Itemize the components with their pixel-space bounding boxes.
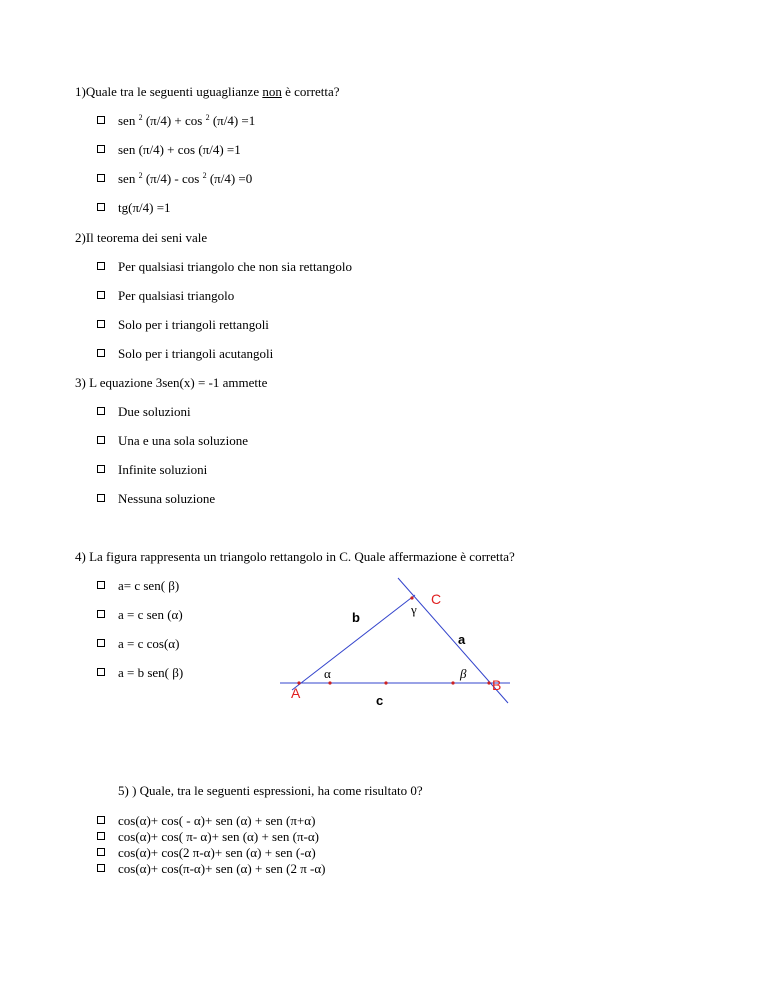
vertex-b-label: B	[492, 677, 502, 693]
q4-option-2-label: a = c sen (α)	[118, 607, 183, 622]
q5-option-3-checkbox[interactable]	[97, 848, 105, 856]
q3-option-1-label: Due soluzioni	[118, 404, 191, 419]
vertex-a-label: A	[291, 685, 301, 701]
side-a-label: a	[458, 632, 466, 647]
q2-option-3-label: Solo per i triangoli rettangoli	[118, 317, 269, 332]
angle-gamma-label: γ	[411, 602, 417, 617]
question-2-title: 2)Il teorema dei seni vale	[75, 230, 208, 245]
q2-option-1-label: Per qualsiasi triangolo che non sia rettangolo	[118, 259, 352, 274]
q1-option-3-label: sen $^2$ (π/4) - cos $^2$ (π/4) =0	[118, 171, 253, 186]
q1-option-4-label: tg(π/4) =1	[118, 200, 171, 215]
point-alpha-mark	[328, 681, 331, 684]
q4-option-4-label: a = b sen( β)	[118, 665, 184, 680]
side-b-label: b	[352, 610, 360, 625]
q5-option-4-label: cos(α)+ cos(π-α)+ sen (α) + sen (2 π -α)	[118, 861, 326, 876]
q5-option-2-checkbox[interactable]	[97, 832, 105, 840]
q5-option-1-checkbox[interactable]	[97, 816, 105, 824]
q5-option-4-checkbox[interactable]	[97, 864, 105, 872]
point-mid-c	[384, 681, 387, 684]
angle-alpha-label: α	[324, 666, 331, 681]
point-beta-mark	[451, 681, 454, 684]
question-3-title: 3) L equazione 3sen(x) = -1 ammette	[75, 375, 268, 390]
q2-option-4-label: Solo per i triangoli acutangoli	[118, 346, 274, 361]
question-1-title: 1)Quale tra le seguenti uguaglianze non è corretta?	[75, 84, 340, 99]
vertex-c-label: C	[431, 591, 442, 607]
q2-option-2-label: Per qualsiasi triangolo	[118, 288, 235, 303]
q3-option-2-label: Una e una sola soluzione	[118, 433, 248, 448]
q4-option-3-label: a = c cos(α)	[118, 636, 180, 651]
side-c-label: c	[376, 693, 384, 708]
q4-option-1-label: a= c sen( β)	[118, 578, 180, 593]
underlined-word: non	[262, 84, 282, 99]
question-5-title: 5) ) Quale, tra le seguenti espressioni, ha come risultato 0?	[118, 783, 423, 798]
q5-option-3-label: cos(α)+ cos(2 π-α)+ sen (α) + sen (-α)	[118, 845, 316, 860]
q1-option-2-label: sen (π/4) + cos (π/4) =1	[118, 142, 241, 157]
point-c	[410, 596, 413, 599]
angle-beta-label: β	[460, 666, 467, 681]
point-b	[487, 681, 490, 684]
q5-option-1-label: cos(α)+ cos( - α)+ sen (α) + sen (π+α)	[118, 813, 316, 828]
question-4-title: 4) La figura rappresenta un triangolo rettangolo in C. Quale affermazione è corretta?	[75, 549, 515, 564]
q3-option-4-label: Nessuna soluzione	[118, 491, 216, 506]
q5-option-2-label: cos(α)+ cos( π- α)+ sen (α) + sen (π-α)	[118, 829, 319, 844]
q3-option-3-label: Infinite soluzioni	[118, 462, 208, 477]
q1-option-1-label: sen $^2$ (π/4) + cos $^2$ (π/4) =1	[118, 113, 256, 128]
